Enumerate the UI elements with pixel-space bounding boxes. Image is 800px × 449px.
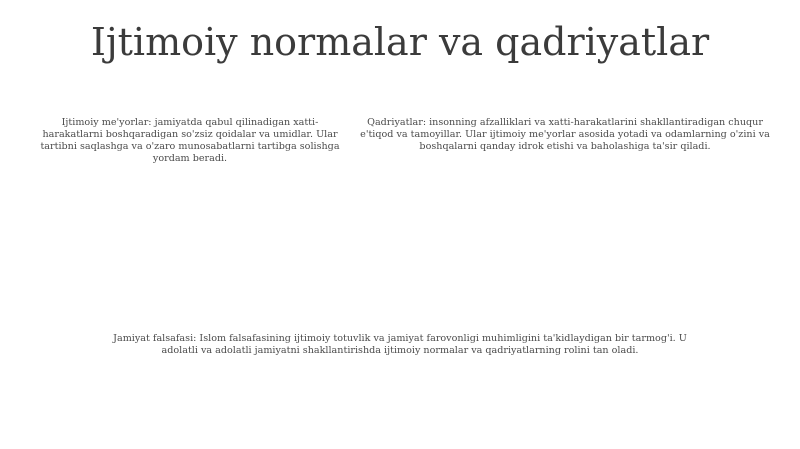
society-philosophy-text: Jamiyat falsafasi: Islom falsafasining ijtimoiy totuvlik va jamiyat farovonligi muhimligini ta'kidlaydigan bir tarmog'i. U adolatli va adolatli jamiyatni shakllantirishda ijtimoiy normalar va qadriyatlarning rolini tan oladi. <box>113 333 687 356</box>
values-text: Qadriyatlar: insonning afzalliklari va xatti-harakatlarini shakllantiradigan chuqur e'tiqod va tamoyillar. Ular ijtimoiy me'yorlar asosida yotadi va odamlarning o'zini va boshqalarni qanday idrok etishi va baholashiga ta'sir qiladi. <box>360 117 770 152</box>
slide-title: Ijtimoiy normalar va qadriyatlar <box>90 20 710 64</box>
social-norms-text: Ijtimoiy me'yorlar: jamiyatda qabul qilinadigan xatti-harakatlarni boshqaradigan so'zsiz qoidalar va umidlar. Ular tartibni saqlashga va o'zaro munosabatlarni tartibga solishga yordam beradi. <box>40 117 340 164</box>
